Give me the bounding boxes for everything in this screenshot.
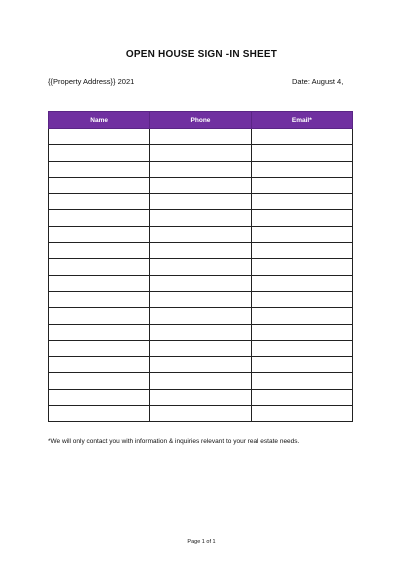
table-cell[interactable] (49, 357, 150, 373)
name-header: Name (49, 112, 150, 129)
table-cell[interactable] (150, 243, 251, 259)
table-cell[interactable] (150, 161, 251, 177)
table-row (49, 357, 353, 373)
table-cell[interactable] (49, 145, 150, 161)
table-row (49, 373, 353, 389)
table-cell[interactable] (251, 243, 352, 259)
table-cell[interactable] (150, 389, 251, 405)
table-row (49, 129, 353, 145)
table-cell[interactable] (49, 340, 150, 356)
table-cell[interactable] (251, 226, 352, 242)
table-cell[interactable] (251, 406, 352, 422)
table-cell[interactable] (49, 308, 150, 324)
table-row (49, 340, 353, 356)
table-cell[interactable] (49, 373, 150, 389)
table-row (49, 226, 353, 242)
table-cell[interactable] (49, 259, 150, 275)
table-cell[interactable] (251, 389, 352, 405)
table-cell[interactable] (150, 145, 251, 161)
page-number: Page 1 of 1 (187, 539, 216, 545)
table-row (49, 406, 353, 422)
table-cell[interactable] (150, 226, 251, 242)
table-cell[interactable] (49, 243, 150, 259)
table-row (49, 259, 353, 275)
email-header: Email* (251, 112, 352, 129)
table-cell[interactable] (49, 177, 150, 193)
table-cell[interactable] (49, 129, 150, 145)
table-cell[interactable] (150, 340, 251, 356)
table-cell[interactable] (49, 226, 150, 242)
header-row (49, 112, 353, 129)
table-cell[interactable] (49, 324, 150, 340)
table-row (49, 275, 353, 291)
table-row (49, 194, 353, 210)
table-cell[interactable] (251, 210, 352, 226)
table-cell[interactable] (150, 275, 251, 291)
table-cell[interactable] (251, 259, 352, 275)
table-row (49, 308, 353, 324)
table-row (49, 389, 353, 405)
table-cell[interactable] (251, 308, 352, 324)
table-cell[interactable] (150, 406, 251, 422)
table-cell[interactable] (251, 357, 352, 373)
table-cell[interactable] (251, 161, 352, 177)
table-cell[interactable] (49, 161, 150, 177)
table-cell[interactable] (251, 324, 352, 340)
table-cell[interactable] (150, 194, 251, 210)
table-row (49, 161, 353, 177)
date-label: Date: August 4, (292, 77, 344, 86)
table-cell[interactable] (150, 324, 251, 340)
table-row (49, 324, 353, 340)
phone-header: Phone (150, 112, 251, 129)
table-row (49, 177, 353, 193)
table-cell[interactable] (150, 259, 251, 275)
table-cell[interactable] (251, 373, 352, 389)
table-cell[interactable] (150, 291, 251, 307)
table-row (49, 145, 353, 161)
table-cell[interactable] (49, 291, 150, 307)
footnote: *We will only contact you with information & inquiries relevant to your real estate needs. (48, 438, 300, 445)
table-cell[interactable] (150, 210, 251, 226)
table-cell[interactable] (251, 340, 352, 356)
table-cell[interactable] (150, 373, 251, 389)
table-cell[interactable] (251, 275, 352, 291)
table-cell[interactable] (251, 145, 352, 161)
table-cell[interactable] (150, 177, 251, 193)
table-cell[interactable] (251, 177, 352, 193)
table-cell[interactable] (150, 357, 251, 373)
table-cell[interactable] (49, 194, 150, 210)
table-cell[interactable] (150, 129, 251, 145)
property-address: {{Property Address}} 2021 (48, 77, 135, 86)
table-row (49, 291, 353, 307)
table-cell[interactable] (49, 406, 150, 422)
page-title: OPEN HOUSE SIGN -IN SHEET (125, 49, 278, 60)
table-body (49, 129, 353, 422)
table-cell[interactable] (251, 129, 352, 145)
table-cell[interactable] (49, 210, 150, 226)
table-row (49, 210, 353, 226)
sign-in-table (48, 111, 353, 422)
table-cell[interactable] (251, 291, 352, 307)
table-cell[interactable] (49, 389, 150, 405)
table-cell[interactable] (49, 275, 150, 291)
table-cell[interactable] (150, 308, 251, 324)
table-row (49, 243, 353, 259)
table-cell[interactable] (251, 194, 352, 210)
